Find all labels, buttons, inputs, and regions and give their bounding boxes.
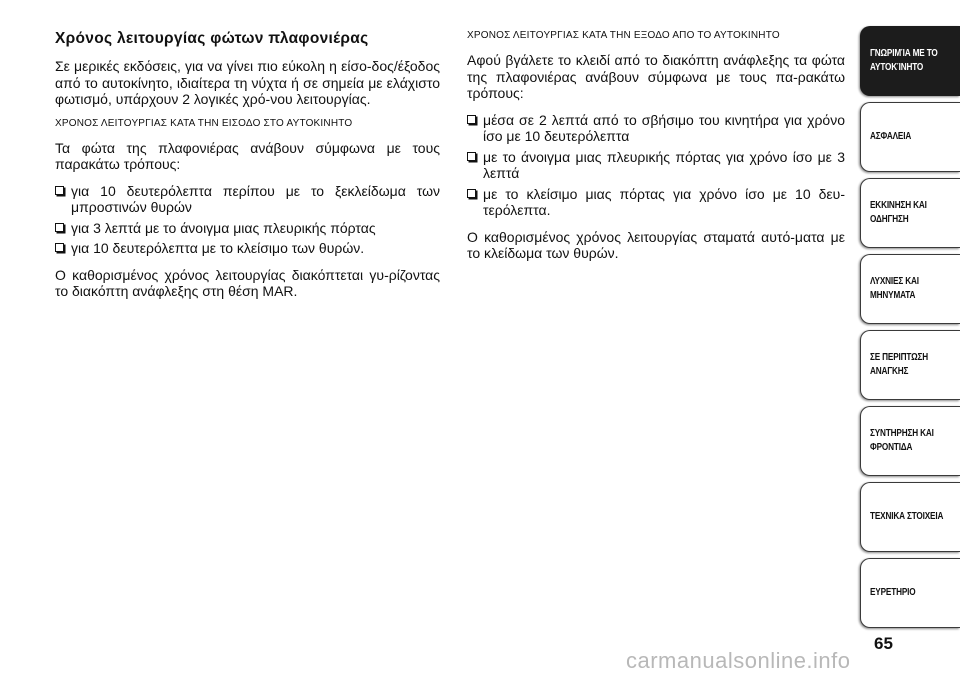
exit-closing-paragraph: Ο καθορισμένος χρόνος λειτουργίας σταματά αυτό-ματα με το κλείδωμα των θυρών. — [467, 228, 845, 261]
checkbox-bullet-icon — [467, 189, 476, 198]
tab-label: ΣΥΝΤΗΡΗΣΗ ΚΑΙ ΦΡΟΝΤΙΔΑ — [870, 428, 934, 453]
tab-emergency[interactable] — [860, 330, 960, 400]
exit-subheading: ΧΡΟΝΟΣ ΛΕΙΤΟΥΡΓΙΑΣ ΚΑΤΑ ΤΗΝ ΕΞΟΔΟ ΑΠΟ ΤΟ ΑΥΤΟΚΙΝΗΤΟ — [467, 30, 780, 41]
list-item — [467, 149, 845, 182]
checkbox-bullet-icon — [55, 186, 64, 195]
intro-paragraph: Σε μερικές εκδόσεις, για να γίνει πιο εύκολη η είσο-δος/έξοδος από το αυτοκίνητο, ιδιαίτερα τη νύχτα ή σε σημεία με ελάχιστο φωτισμό, υπάρχουν 2 λογικές χρό-νου λειτουργίας. — [55, 58, 440, 107]
tab-label: ΓΝΩΡΙΜΊΑ ΜΕ ΤΟ ΑΥΤΟΚΊΝΗΤΟ — [870, 48, 938, 73]
tab-technical-data[interactable] — [860, 482, 960, 552]
entry-bullet-list — [55, 183, 440, 257]
tab-label: ΛΥΧΝΙΕΣ ΚΑΙ ΜΗΝΥΜΑΤΑ — [870, 276, 919, 301]
entry-subheading: ΧΡΟΝΟΣ ΛΕΙΤΟΥΡΓΙΑΣ ΚΑΤΑ ΤΗΝ ΕΙΣΟΔΟ ΣΤΟ ΑΥΤΟΚΙΝΗΤΟ — [55, 117, 353, 129]
right-column — [467, 30, 845, 272]
checkbox-bullet-icon — [467, 152, 476, 161]
list-item-text: με το άνοιγμα μιας πλευρικής πόρτας για χρόνο ίσο με 3 λεπτά — [483, 148, 845, 181]
list-item — [467, 186, 845, 219]
list-item — [55, 183, 440, 216]
checkbox-bullet-icon — [467, 115, 476, 124]
tab-warning-lights[interactable] — [860, 254, 960, 324]
watermark: carmanualsonline.info — [626, 648, 851, 673]
section-title: Χρόνος λειτουργίας φώτων πλαφονιέρας — [55, 30, 369, 47]
tab-label: ΕΚΚΙΝΗΣΗ ΚΑΙ ΟΔΗΓΗΣΗ — [870, 200, 927, 225]
tab-safety[interactable] — [860, 102, 960, 172]
list-item-text: για 10 δευτερόλεπτα με το κλείσιμο των θυρών. — [71, 240, 365, 256]
tab-starting-driving[interactable] — [860, 178, 960, 248]
page-number: 65 — [874, 634, 893, 653]
tab-maintenance[interactable] — [860, 406, 960, 476]
list-item-text: για 3 λεπτά με το άνοιγμα μιας πλευρικής πόρτας — [71, 219, 376, 236]
tab-index[interactable] — [860, 558, 960, 628]
tab-label: ΕΥΡΕΤΗΡΙΟ — [870, 587, 916, 598]
exit-bullet-list — [467, 112, 845, 219]
list-item-text: μέσα σε 2 λεπτά από το σβήσιμο του κινητήρα για χρόνο ίσο με 10 δευτερόλεπτα — [483, 111, 845, 144]
list-item — [467, 112, 845, 145]
checkbox-bullet-icon — [55, 243, 64, 252]
entry-lead-paragraph: Τα φώτα της πλαφονιέρας ανάβουν σύμφωνα με τους παρακάτω τρόπους: — [55, 139, 440, 172]
tab-label: ΤΕΧΝΙΚΑ ΣΤΟΙΧΕΙΑ — [870, 511, 944, 522]
list-item-text: με το κλείσιμο μιας πόρτας για χρόνο ίσο με 10 δευ-τερόλεπτα. — [483, 185, 845, 218]
tab-label: ΣΕ ΠΕΡΙΠΤΩΣΗ ΑΝΑΓΚΗΣ — [870, 352, 929, 377]
list-item — [55, 220, 440, 237]
left-column — [55, 30, 440, 310]
exit-lead-paragraph: Αφού βγάλετε το κλειδί από το διακόπτη ανάφλεξης τα φώτα της πλαφονιέρας ανάβουν σύμφωνα με τους πα-ρακάτω τρόπους: — [467, 52, 845, 101]
tab-label: ΑΣΦΑΛΕΙΑ — [870, 131, 912, 142]
checkbox-bullet-icon — [55, 223, 64, 232]
list-item-text: για 10 δευτερόλεπτα περίπου με το ξεκλείδωμα των μπροστινών θυρών — [71, 182, 440, 215]
tab-getting-to-know[interactable] — [860, 26, 960, 96]
entry-closing-paragraph: Ο καθορισμένος χρόνος λειτουργίας διακόπτεται γυ-ρίζοντας το διακόπτη ανάφλεξης στη θέση MAR. — [55, 266, 440, 299]
chapter-tabs — [860, 26, 960, 634]
list-item — [55, 240, 440, 257]
